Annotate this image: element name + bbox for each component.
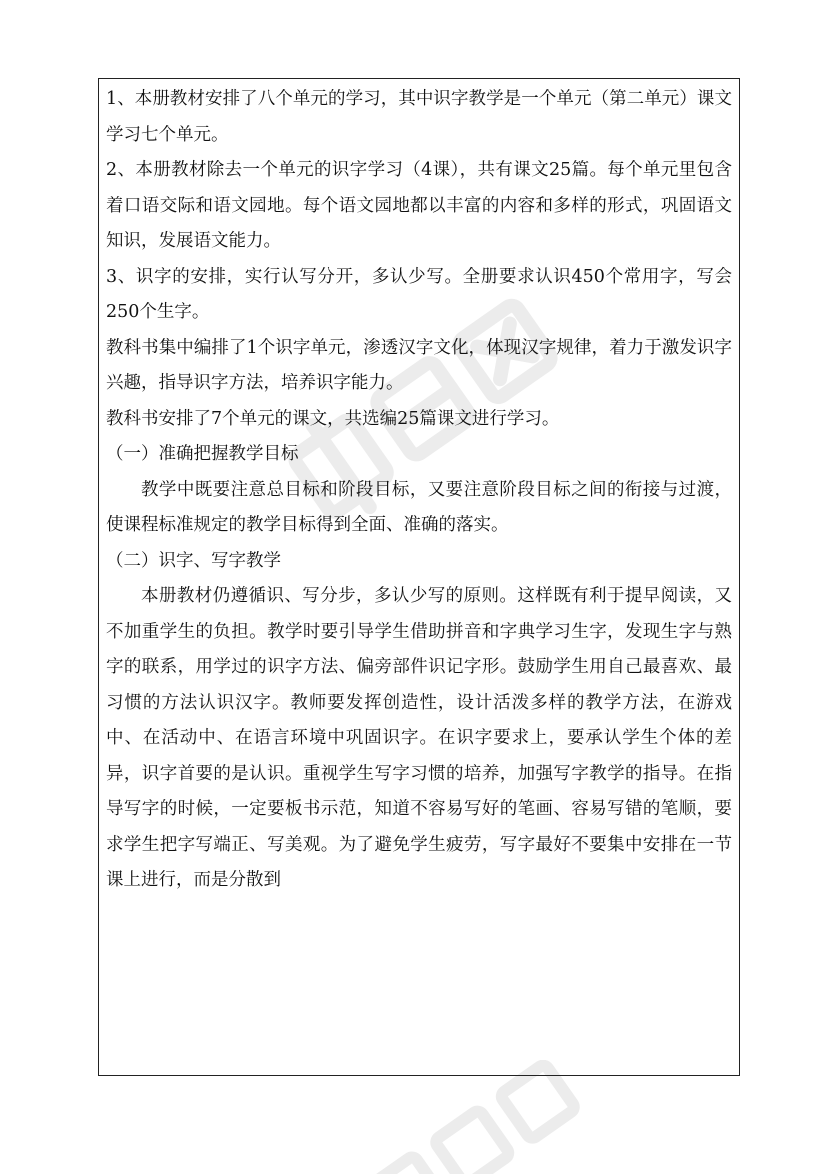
watermark-logo-bottom: [340, 1060, 600, 1174]
document-body: [106, 82, 732, 899]
paragraph-textbook-unit: 教科书集中编排了1个识字单元，渗透汉字文化，体现汉字规律，着力于激发识字兴趣，指导识字方法，培养识字能力。: [106, 337, 732, 393]
paragraph-textbook-lessons: 教科书安排了7个单元的课文，共选编25篇课文进行学习。: [106, 408, 560, 429]
content-table-cell: [98, 78, 740, 1076]
paragraph-item-2: 2、本册教材除去一个单元的识字学习（4课），共有课文25篇。每个单元里包含着口语交际和语文园地。每个语文园地都以丰富的内容和多样的形式，巩固语文知识，发展语文能力。: [106, 160, 732, 251]
paragraph-literacy: 本册教材仍遵循识、写分步，多认少写的原则。这样既有利于提早阅读，又不加重学生的负担。教学时要引导学生借助拼音和字典学习生字，发现生字与熟字的联系，用学过的识字方法、偏旁部件识记字形。鼓励学生用自己最喜欢、最习惯的方法认识汉字。教师要发挥创造性，设计活泼多样的教学方法，在游戏中、在活动中、在语言环境中巩固识字。在识字要求上，要承认学生个体的差异，识字首要的是认识。重视学生写字习惯的培养，加强写字教学的指导。在指导写字的时候，一定要板书示范，知道不容易写好的笔画、容易写错的笔顺，要求学生把字写端正、写美观。为了避免学生疲劳，写字最好不要集中安排在一节课上进行，而是分散到: [106, 586, 732, 890]
section-heading-literacy: （二）识字、写字教学: [106, 550, 281, 571]
paragraph-item-3: 3、识字的安排，实行认写分开，多认少写。全册要求认识450个常用字，写会250个生字。: [106, 266, 732, 322]
paragraph-goals: 教学中既要注意总目标和阶段目标，又要注意阶段目标之间的衔接与过渡，使课程标准规定的教学目标得到全面、准确的落实。: [106, 479, 732, 535]
section-heading-goals: （一）准确把握教学目标: [106, 444, 299, 464]
paragraph-item-1: 1、本册教材安排了八个单元的学习，其中识字教学是一个单元（第二单元）课文学习七个单元。: [106, 89, 732, 145]
